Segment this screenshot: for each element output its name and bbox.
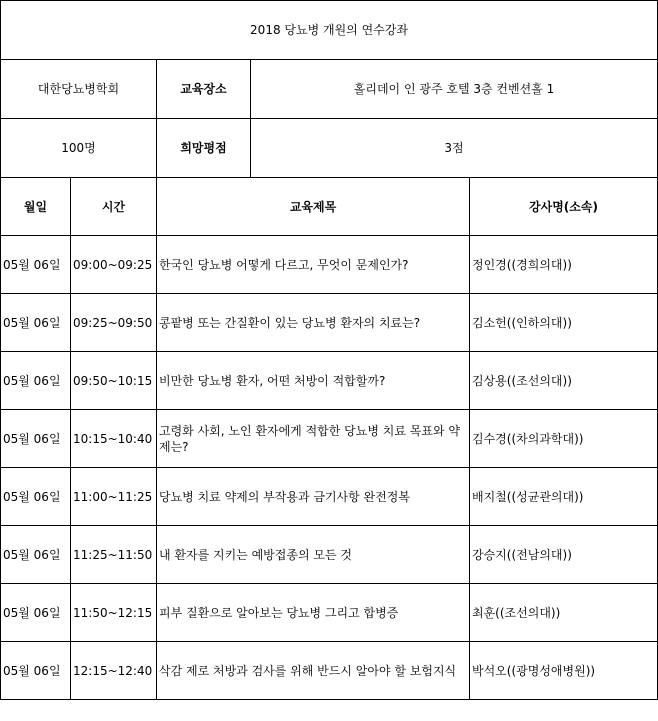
table-row xyxy=(1,236,658,294)
session-topic: 고령화 사회, 노인 환자에게 적합한 당뇨병 치료 목표와 약제는? xyxy=(157,410,470,468)
credit-label: 희망평점 xyxy=(157,119,251,178)
header-date: 월일 xyxy=(1,178,71,236)
session-date: 05월 06일 xyxy=(1,642,71,700)
location-value: 홀리데이 인 광주 호텔 3층 컨벤션홀 1 xyxy=(251,60,658,119)
session-speaker: 김수경((차의과학대)) xyxy=(470,410,658,468)
header-speaker: 강사명(소속) xyxy=(470,178,658,236)
session-topic: 피부 질환으로 알아보는 당뇨병 그리고 합병증 xyxy=(157,584,470,642)
header-time: 시간 xyxy=(71,178,157,236)
session-date: 05월 06일 xyxy=(1,294,71,352)
page-title: 2018 당뇨병 개원의 연수강좌 xyxy=(1,1,658,60)
session-time: 11:25~11:50 xyxy=(71,526,157,584)
session-speaker: 박석오((광명성애병원)) xyxy=(470,642,658,700)
session-time: 12:15~12:40 xyxy=(71,642,157,700)
session-date: 05월 06일 xyxy=(1,584,71,642)
session-time: 09:25~09:50 xyxy=(71,294,157,352)
session-speaker: 강승지((전남의대)) xyxy=(470,526,658,584)
session-time: 09:00~09:25 xyxy=(71,236,157,294)
session-topic: 비만한 당뇨병 환자, 어떤 처방이 적합할까? xyxy=(157,352,470,410)
credit-value: 3점 xyxy=(251,119,658,178)
session-topic: 삭감 제로 처방과 검사를 위해 반드시 알아야 할 보험지식 xyxy=(157,642,470,700)
session-date: 05월 06일 xyxy=(1,468,71,526)
session-time: 11:50~12:15 xyxy=(71,584,157,642)
session-date: 05월 06일 xyxy=(1,526,71,584)
session-speaker: 김상용((조선의대)) xyxy=(470,352,658,410)
session-speaker: 배지철((성균관의대)) xyxy=(470,468,658,526)
table-row xyxy=(1,294,658,352)
session-speaker: 최훈((조선의대)) xyxy=(470,584,658,642)
table-row xyxy=(1,468,658,526)
organizer-name: 대한당뇨병학회 xyxy=(1,60,157,119)
table-row xyxy=(1,352,658,410)
session-topic: 콩팥병 또는 간질환이 있는 당뇨병 환자의 치료는? xyxy=(157,294,470,352)
session-speaker: 김소헌((인하의대)) xyxy=(470,294,658,352)
session-time: 09:50~10:15 xyxy=(71,352,157,410)
table-row xyxy=(1,526,658,584)
location-label: 교육장소 xyxy=(157,60,251,119)
session-speaker: 정인경((경희의대)) xyxy=(470,236,658,294)
session-topic: 내 환자를 지키는 예방접종의 모든 것 xyxy=(157,526,470,584)
credit-row xyxy=(1,119,658,178)
session-date: 05월 06일 xyxy=(1,352,71,410)
table-row xyxy=(1,642,658,700)
session-date: 05월 06일 xyxy=(1,236,71,294)
session-time: 11:00~11:25 xyxy=(71,468,157,526)
session-topic: 한국인 당뇨병 어떻게 다르고, 무엇이 문제인가? xyxy=(157,236,470,294)
session-time: 10:15~10:40 xyxy=(71,410,157,468)
table-row xyxy=(1,584,658,642)
header-row xyxy=(1,178,658,236)
attendee-count: 100명 xyxy=(1,119,157,178)
table-row xyxy=(1,410,658,468)
session-topic: 당뇨병 치료 약제의 부작용과 금기사항 완전정복 xyxy=(157,468,470,526)
organizer-row xyxy=(1,60,658,119)
session-date: 05월 06일 xyxy=(1,410,71,468)
title-row xyxy=(1,1,658,60)
header-topic: 교육제목 xyxy=(157,178,470,236)
